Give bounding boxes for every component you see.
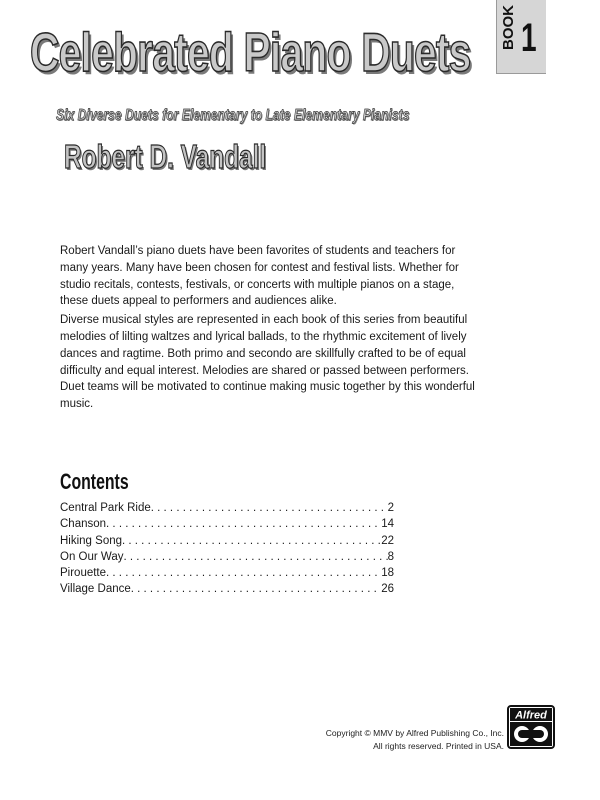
intro-paragraph: Diverse musical styles are represented in each book of this series from beautiful melodies of lilting waltzes and lyrical ballads, to the rhythmic excitement of lively dances and ragtime. Both primo and secondo are skillfully crafted to be of equal difficulty and equal interest. Melodies are shared or passed between performers. Duet teams will be motivated to continue making music together by this wonderful music.	[60, 314, 475, 411]
contents-item	[60, 500, 394, 516]
book-number-badge	[496, 0, 546, 74]
intro-paragraph: Robert Vandall’s piano duets have been favorites of students and teachers for many years. Many have been chosen for contest and festival lists. Whether for studio recitals, contests, festivals, or concerts with multiple pianos on a stage, these duets appeal to performers and audiences alike.	[60, 245, 459, 308]
dot-leader	[131, 581, 381, 597]
contents-item-title: Pirouette	[60, 567, 107, 580]
contents-item-title: Central Park Ride	[60, 502, 151, 514]
contents-item-title: Village Dance	[60, 583, 131, 596]
author-name: Robert D. Vandall	[64, 138, 267, 175]
copyright-line: All rights reserved. Printed in USA.	[373, 741, 504, 751]
contents-item-title: On Our Way	[60, 550, 124, 563]
contents-item-page: 2	[387, 502, 394, 514]
alfred-logo-icon	[507, 705, 555, 749]
logo-text: Alfred	[515, 709, 547, 722]
dot-leader	[106, 565, 381, 581]
dot-leader	[151, 500, 388, 516]
contents-item	[60, 565, 394, 581]
dot-leader	[123, 549, 387, 565]
contents-item-title: Hiking Song	[60, 534, 123, 547]
book-subtitle: Six Diverse Duets for Elementary to Late Elementary Pianists	[56, 107, 410, 124]
contents-item	[60, 533, 394, 549]
intro-text	[60, 243, 480, 415]
contents-item-page: 14	[381, 518, 394, 531]
dot-leader	[106, 516, 381, 532]
contents-item-title: Chanson	[60, 518, 107, 531]
copyright-line: Copyright © MMV by Alfred Publishing Co., Inc.	[325, 728, 504, 738]
book-number: 1	[521, 16, 537, 60]
contents-heading: Contents	[60, 469, 129, 494]
contents-item-page: 22	[381, 534, 394, 547]
copyright-notice	[326, 727, 504, 753]
contents-list	[60, 500, 394, 598]
book-label: BOOK	[500, 5, 517, 50]
dot-leader	[122, 533, 381, 549]
contents-item	[60, 516, 394, 532]
contents-item	[60, 581, 394, 597]
contents-item-page: 18	[381, 567, 394, 580]
contents-item-page: 8	[387, 550, 394, 563]
contents-item-page: 26	[381, 583, 394, 596]
contents-item	[60, 549, 394, 565]
book-title: Celebrated Piano Duets	[30, 21, 471, 83]
